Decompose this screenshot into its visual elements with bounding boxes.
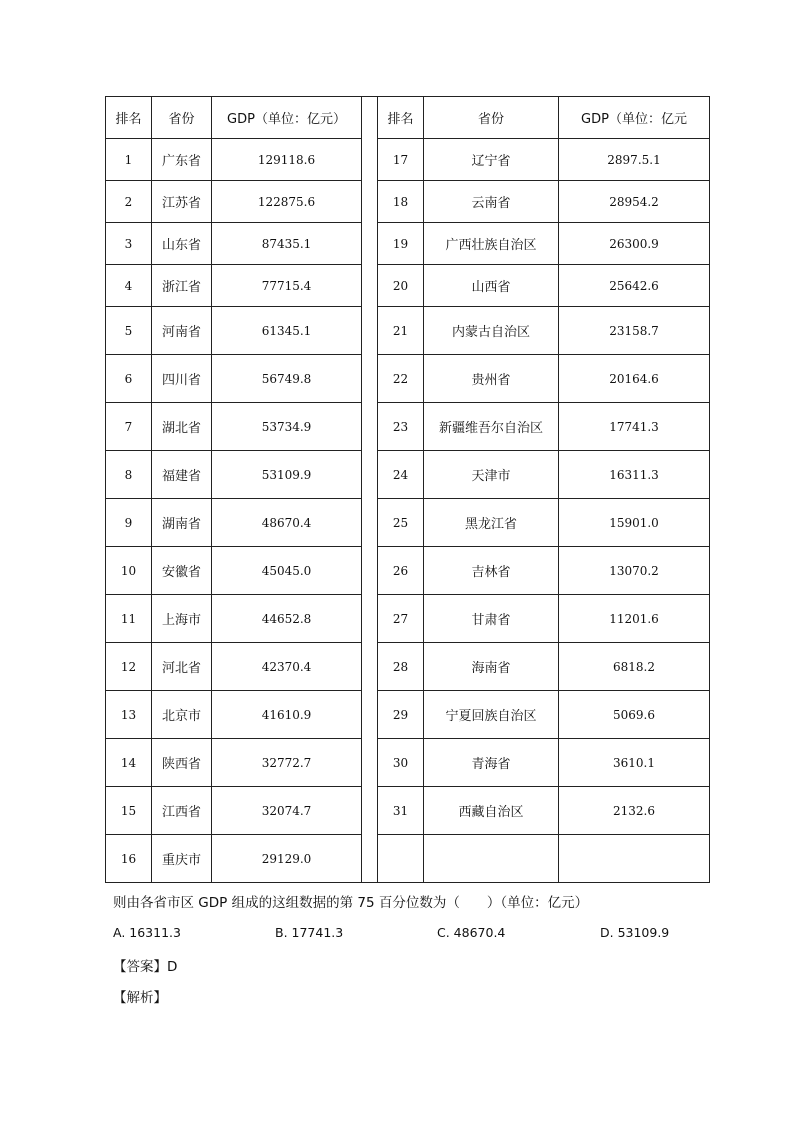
left-gdp-cell: 129118.6: [212, 139, 362, 181]
right-province-cell: 黑龙江省: [424, 499, 559, 547]
right-rank-cell: 26: [378, 547, 424, 595]
header-gdp-right: GDP（单位：亿元: [559, 97, 710, 139]
option-a: A. 16311.3: [113, 925, 181, 940]
right-province-cell: 贵州省: [424, 355, 559, 403]
left-rank-cell: 10: [106, 547, 152, 595]
left-province-cell: 河北省: [152, 643, 212, 691]
left-gdp-cell: 87435.1: [212, 223, 362, 265]
right-rank-cell: 23: [378, 403, 424, 451]
right-province-cell: 辽宁省: [424, 139, 559, 181]
right-rank-cell: 18: [378, 181, 424, 223]
left-rank-cell: 3: [106, 223, 152, 265]
left-province-cell: 四川省: [152, 355, 212, 403]
right-gdp-cell: 26300.9: [559, 223, 710, 265]
right-gdp-cell: 2132.6: [559, 787, 710, 835]
right-rank-cell: 17: [378, 139, 424, 181]
left-gdp-cell: 42370.4: [212, 643, 362, 691]
right-province-cell: 新疆维吾尔自治区: [424, 403, 559, 451]
column-gap: [362, 691, 378, 739]
right-gdp-cell: [559, 835, 710, 883]
table-row: [106, 139, 710, 181]
left-gdp-cell: 44652.8: [212, 595, 362, 643]
left-gdp-cell: 61345.1: [212, 307, 362, 355]
analysis-heading: 【解析】: [113, 990, 167, 1006]
column-gap: [362, 265, 378, 307]
right-gdp-cell: 15901.0: [559, 499, 710, 547]
right-rank-cell: 31: [378, 787, 424, 835]
table-row: [106, 643, 710, 691]
table-row: [106, 355, 710, 403]
left-province-cell: 安徽省: [152, 547, 212, 595]
right-province-cell: 甘肃省: [424, 595, 559, 643]
right-gdp-cell: 11201.6: [559, 595, 710, 643]
table-row: [106, 451, 710, 499]
left-province-cell: 重庆市: [152, 835, 212, 883]
left-rank-cell: 16: [106, 835, 152, 883]
right-rank-cell: 19: [378, 223, 424, 265]
right-rank-cell: 20: [378, 265, 424, 307]
table-row: [106, 691, 710, 739]
answer-line: 【答案】D: [113, 959, 178, 975]
right-rank-cell: 22: [378, 355, 424, 403]
right-rank-cell: 24: [378, 451, 424, 499]
left-gdp-cell: 32772.7: [212, 739, 362, 787]
column-gap: [362, 355, 378, 403]
header-rank-left: 排名: [106, 97, 152, 139]
left-province-cell: 陕西省: [152, 739, 212, 787]
header-province-right: 省份: [424, 97, 559, 139]
column-gap: [362, 223, 378, 265]
right-province-cell: 吉林省: [424, 547, 559, 595]
right-rank-cell: 30: [378, 739, 424, 787]
left-gdp-cell: 56749.8: [212, 355, 362, 403]
right-province-cell: 云南省: [424, 181, 559, 223]
right-province-cell: 广西壮族自治区: [424, 223, 559, 265]
left-rank-cell: 7: [106, 403, 152, 451]
left-gdp-cell: 48670.4: [212, 499, 362, 547]
column-gap: [362, 547, 378, 595]
right-rank-cell: 25: [378, 499, 424, 547]
left-province-cell: 湖南省: [152, 499, 212, 547]
left-rank-cell: 8: [106, 451, 152, 499]
header-gdp-left: GDP（单位：亿元）: [212, 97, 362, 139]
left-rank-cell: 14: [106, 739, 152, 787]
column-gap: [362, 97, 378, 139]
table-row: [106, 403, 710, 451]
left-province-cell: 湖北省: [152, 403, 212, 451]
left-province-cell: 江苏省: [152, 181, 212, 223]
left-province-cell: 山东省: [152, 223, 212, 265]
table-row: [106, 181, 710, 223]
right-gdp-cell: 16311.3: [559, 451, 710, 499]
table-row: [106, 307, 710, 355]
left-rank-cell: 11: [106, 595, 152, 643]
table-row: [106, 787, 710, 835]
table-row: [106, 595, 710, 643]
column-gap: [362, 139, 378, 181]
table-row: [106, 835, 710, 883]
left-province-cell: 浙江省: [152, 265, 212, 307]
right-province-cell: [424, 835, 559, 883]
right-province-cell: 山西省: [424, 265, 559, 307]
right-rank-cell: [378, 835, 424, 883]
left-gdp-cell: 29129.0: [212, 835, 362, 883]
table-row: [106, 739, 710, 787]
right-gdp-cell: 13070.2: [559, 547, 710, 595]
right-rank-cell: 28: [378, 643, 424, 691]
right-rank-cell: 21: [378, 307, 424, 355]
right-province-cell: 宁夏回族自治区: [424, 691, 559, 739]
column-gap: [362, 595, 378, 643]
column-gap: [362, 499, 378, 547]
right-province-cell: 天津市: [424, 451, 559, 499]
right-gdp-cell: 3610.1: [559, 739, 710, 787]
column-gap: [362, 307, 378, 355]
left-rank-cell: 1: [106, 139, 152, 181]
left-gdp-cell: 41610.9: [212, 691, 362, 739]
column-gap: [362, 835, 378, 883]
left-rank-cell: 6: [106, 355, 152, 403]
left-gdp-cell: 122875.6: [212, 181, 362, 223]
left-rank-cell: 5: [106, 307, 152, 355]
right-province-cell: 西藏自治区: [424, 787, 559, 835]
left-rank-cell: 15: [106, 787, 152, 835]
answer-options: [113, 925, 713, 945]
column-gap: [362, 451, 378, 499]
right-gdp-cell: 20164.6: [559, 355, 710, 403]
left-rank-cell: 4: [106, 265, 152, 307]
left-province-cell: 上海市: [152, 595, 212, 643]
column-gap: [362, 181, 378, 223]
column-gap: [362, 787, 378, 835]
header-province-left: 省份: [152, 97, 212, 139]
right-rank-cell: 27: [378, 595, 424, 643]
gdp-ranking-table: [105, 96, 710, 883]
left-gdp-cell: 32074.7: [212, 787, 362, 835]
right-gdp-cell: 2897.5.1: [559, 139, 710, 181]
right-province-cell: 内蒙古自治区: [424, 307, 559, 355]
left-gdp-cell: 53734.9: [212, 403, 362, 451]
left-rank-cell: 12: [106, 643, 152, 691]
right-gdp-cell: 17741.3: [559, 403, 710, 451]
left-province-cell: 福建省: [152, 451, 212, 499]
table-row: [106, 265, 710, 307]
left-province-cell: 江西省: [152, 787, 212, 835]
right-gdp-cell: 28954.2: [559, 181, 710, 223]
left-gdp-cell: 53109.9: [212, 451, 362, 499]
question-text: 则由各省市区 GDP 组成的这组数据的第 75 百分位数为（ ）（单位：亿元）: [113, 895, 589, 911]
left-rank-cell: 2: [106, 181, 152, 223]
right-gdp-cell: 25642.6: [559, 265, 710, 307]
option-c: C. 48670.4: [437, 925, 506, 940]
column-gap: [362, 739, 378, 787]
left-gdp-cell: 45045.0: [212, 547, 362, 595]
right-province-cell: 海南省: [424, 643, 559, 691]
option-b: B. 17741.3: [275, 925, 344, 940]
left-rank-cell: 13: [106, 691, 152, 739]
left-province-cell: 北京市: [152, 691, 212, 739]
left-rank-cell: 9: [106, 499, 152, 547]
right-gdp-cell: 5069.6: [559, 691, 710, 739]
left-gdp-cell: 77715.4: [212, 265, 362, 307]
table-header-row: [106, 97, 710, 139]
table-row: [106, 547, 710, 595]
header-rank-right: 排名: [378, 97, 424, 139]
right-rank-cell: 29: [378, 691, 424, 739]
right-gdp-cell: 6818.2: [559, 643, 710, 691]
column-gap: [362, 403, 378, 451]
table-row: [106, 223, 710, 265]
left-province-cell: 广东省: [152, 139, 212, 181]
right-gdp-cell: 23158.7: [559, 307, 710, 355]
right-province-cell: 青海省: [424, 739, 559, 787]
table-row: [106, 499, 710, 547]
option-d: D. 53109.9: [600, 925, 670, 940]
column-gap: [362, 643, 378, 691]
left-province-cell: 河南省: [152, 307, 212, 355]
